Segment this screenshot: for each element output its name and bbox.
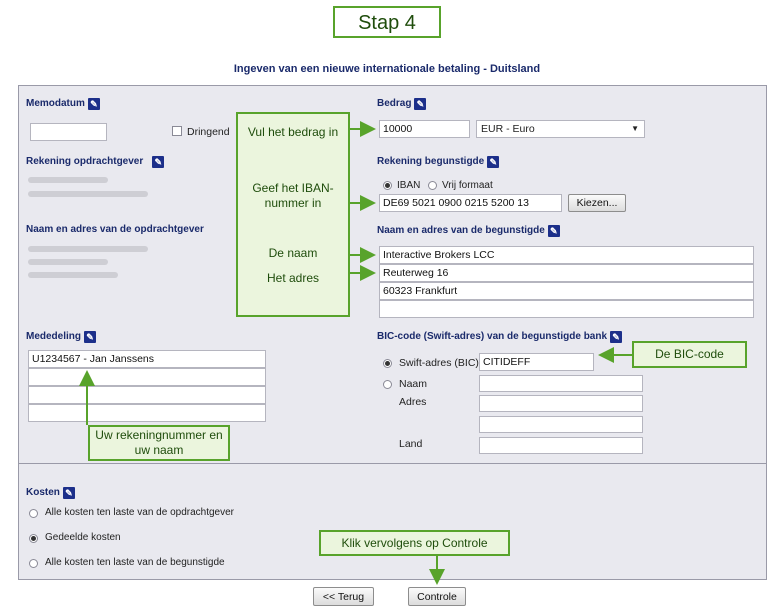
bedrag-label-text: Bedrag [377,98,412,109]
kosten-label-text: Kosten [26,487,60,498]
terug-button[interactable]: << Terug [313,587,374,606]
naam-label: Naam [399,378,428,390]
iban-label: IBAN [397,180,421,191]
kiezen-button[interactable]: Kiezen... [568,194,626,212]
naam-adres-opdrachtgever-label: Naam en adres van de opdrachtgever [26,224,204,235]
kosten-option-label: Alle kosten ten laste van de opdrachtgever [45,507,235,518]
currency-value: EUR - Euro [481,123,535,135]
callout-bic: De BIC-code [632,341,747,368]
edit-icon[interactable]: ✎ [152,156,164,168]
callout-bedrag: Vul het bedrag in [247,125,339,139]
edit-icon[interactable]: ✎ [84,331,96,343]
callout-controle: Klik vervolgens op Controle [319,530,510,556]
kosten-option-label: Gedeelde kosten [45,532,121,543]
edit-icon[interactable]: ✎ [414,98,426,110]
controle-button[interactable]: Controle [408,587,466,606]
callout-iban: Geef het IBAN-nummer in [252,181,334,210]
kosten-option-label: Alle kosten ten laste van de begunstigde [45,557,225,568]
callout-rekening: Uw rekeningnummer en uw naam [88,425,230,461]
dringend-label: Dringend [187,126,230,138]
mededeling-label-text: Mededeling [26,331,82,342]
edit-icon[interactable]: ✎ [487,156,499,168]
swift-label: Swift-adres (BIC) [399,357,479,369]
step-badge: Stap 4 [333,6,441,38]
naam-adres-begunstigde-text: Naam en adres van de begunstigde [377,225,545,236]
land-label: Land [399,438,423,450]
mededeling-line-1[interactable]: U1234567 - Jan Janssens [28,350,266,368]
bedrag-input[interactable]: 10000 [379,120,470,138]
memodatum-label-text: Memodatum [26,98,85,109]
swift-input[interactable]: CITIDEFF [479,353,594,371]
begunstigde-adres-input[interactable]: Reuterweg 16 [379,264,754,282]
iban-input[interactable]: DE69 5021 0900 0215 5200 13 [379,194,562,212]
edit-icon[interactable]: ✎ [548,225,560,237]
edit-icon[interactable]: ✎ [63,487,75,499]
bic-section-text: BIC-code (Swift-adres) van de begunstigde bank [377,331,608,342]
edit-icon[interactable]: ✎ [88,98,100,110]
chevron-down-icon: ▼ [631,124,639,133]
adres-label: Adres [399,396,427,408]
rekening-opdrachtgever-text: Rekening opdrachtgever [26,156,144,167]
vrij-formaat-label: Vrij formaat [442,180,493,191]
edit-icon[interactable]: ✎ [610,331,622,343]
rekening-begunstigde-text: Rekening begunstigde [377,156,485,167]
callout-adres: Het adres [266,271,320,285]
callout-naam: De naam [268,246,318,260]
begunstigde-plaats-input[interactable]: 60323 Frankfurt [379,282,754,300]
page-title: Ingeven van een nieuwe internationale betaling - Duitsland [233,63,541,75]
begunstigde-naam-input[interactable]: Interactive Brokers LCC [379,246,754,264]
